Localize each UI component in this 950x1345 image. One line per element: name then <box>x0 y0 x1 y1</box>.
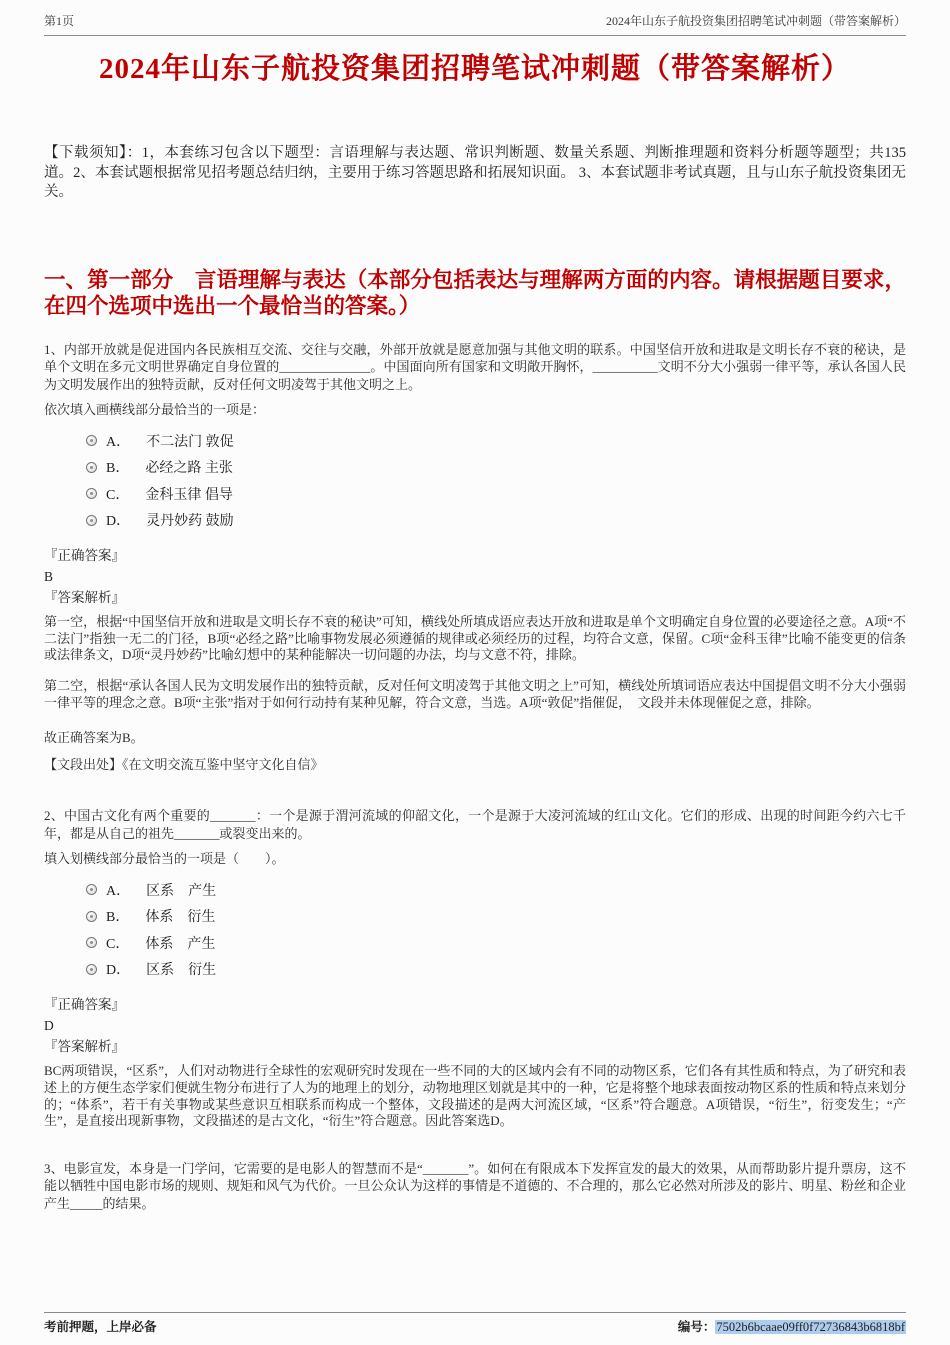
option-letter: B． <box>106 461 130 477</box>
correct-answer-label: 『正确答案』 <box>44 548 125 564</box>
document-id <box>678 1320 906 1335</box>
document-id-value: 7502b6bcaae09ff0f72736843b6818bf <box>716 1320 905 1334</box>
option-letter: A． <box>106 434 131 450</box>
option-text: 体系 衍生 <box>145 910 216 926</box>
radio-icon[interactable] <box>86 515 97 526</box>
question-1 <box>44 341 906 774</box>
answer-conclusion: 故正确答案为B。 <box>44 730 144 746</box>
question-2-options <box>86 876 906 982</box>
analysis-paragraph: 第二空，根据“承认各国人民为文明发展作出的独特贡献，反对任何文明凌驾于其他文明之上”可知，横线处所填词语应表达中国提倡文明不分大小强弱一律平等的理念之意。B项“主张”指对于如何行动持有某种见解，符合文意，当选。A项“敦促”指催促， 文段并未体现催促之意，排除。 <box>44 678 906 710</box>
correct-answer-value: D <box>44 1018 54 1034</box>
page-header <box>44 14 906 36</box>
document-id-label: 编号： <box>677 1320 716 1334</box>
question-2 <box>44 807 906 1130</box>
document-title: 2024年山东子航投资集团招聘笔试冲刺题（带答案解析） <box>98 53 851 85</box>
analysis-paragraph: 第一空，根据“中国坚信开放和进取是文明长存不衰的秘诀”可知，横线处所填成语应表达开放和进取是单个文明确定自身位置的必要途径之意。A项“不二法门”指独一无二的门径，B项“必经之路”比喻事物发展必须遵循的规律或必须经历的过程，均符合文意，保留。C项“金科玉律”比喻不能变更的信条或法律条文，D项“灵丹妙药”比喻幻想中的某种能解决一切问题的办法，均与文意不符，排除。 <box>44 614 906 663</box>
question-2-option-c[interactable] <box>86 929 906 956</box>
radio-icon[interactable] <box>86 964 97 975</box>
running-title: 2024年山东子航投资集团招聘笔试冲刺题（带答案解析） <box>605 14 906 28</box>
question-1-stem: 1、内部开放就是促进国内各民族相互交流、交往与交融，外部开放就是愿意加强与其他文明的联系。中国坚信开放和进取是文明长存不衰的秘诀，是单个文明在多元文明世界确定自身位置的______________。中国面向所有国家和文明敞开胸怀，__________文明不分大小强弱一律平等，承认各国人民为文明发展作出的独特贡献，反对任何文明凌驾于其他文明之上。 <box>44 341 906 392</box>
question-1-options <box>86 427 906 533</box>
question-3 <box>44 1160 906 1213</box>
question-2-option-d[interactable] <box>86 956 906 983</box>
question-1-option-d[interactable] <box>86 507 906 534</box>
option-text: 金科玉律 倡导 <box>145 487 233 503</box>
option-text: 区系 衍生 <box>146 963 217 979</box>
radio-icon[interactable] <box>86 488 97 499</box>
download-notice: 【下载须知】：1，本套练习包含以下题型：言语理解与表达题、常识判断题、数量关系题、判断推理题和资料分析题等题型；共135道。2、本套试题根据常见招考题总结归纳，主要用于练习答题思路和拓展知识面。 3、本套试题非考试真题，且与山东子航投资集团无关。 <box>44 145 906 200</box>
question-2-option-a[interactable] <box>86 876 906 903</box>
option-text: 灵丹妙药 鼓励 <box>146 514 234 530</box>
analysis-label: 『答案解析』 <box>44 1039 125 1055</box>
radio-icon[interactable] <box>86 911 97 922</box>
radio-icon[interactable] <box>86 462 97 473</box>
page-footer <box>44 1312 906 1335</box>
correct-answer-label: 『正确答案』 <box>44 997 125 1013</box>
option-letter: C． <box>106 487 130 503</box>
question-2-stem: 2、中国古文化有两个重要的_______：一个是源于渭河流域的仰韶文化，一个是源于大凌河流域的红山文化。它们的形成、出现的时间距今约六七千年，都是从自己的祖先_______或裂变出来的。 <box>44 808 906 841</box>
passage-source: 【文段出处】《在文明交流互鉴中坚守文化自信》 <box>44 757 324 773</box>
question-1-option-a[interactable] <box>86 427 906 454</box>
option-text: 区系 产生 <box>146 883 217 899</box>
question-1-option-c[interactable] <box>86 480 906 507</box>
section-heading: 一、第一部分 言语理解与表达（本部分包括表达与理解两方面的内容。请根据题目要求，在四个选项中选出一个最恰当的答案。） <box>44 267 906 318</box>
radio-icon[interactable] <box>86 435 97 446</box>
option-text: 体系 产生 <box>145 936 216 952</box>
option-letter: C． <box>106 936 130 952</box>
option-letter: B． <box>106 910 130 926</box>
option-letter: D． <box>106 963 131 979</box>
question-2-prompt: 填入划横线部分最恰当的一项是（ ）。 <box>44 851 285 867</box>
radio-icon[interactable] <box>86 884 97 895</box>
question-1-prompt: 依次填入画横线部分最恰当的一项是： <box>44 402 266 418</box>
option-text: 不二法门 敦促 <box>146 434 234 450</box>
page-number: 第1页 <box>44 14 75 28</box>
question-3-stem: 3、电影宣发，本身是一门学问，它需要的是电影人的智慧而不是“_______”。如何在有限成本下发挥宣发的最大的效果，从而帮助影片提升票房，这不能以牺牲中国电影市场的规则、规矩和风气为代价。一旦公众认为这样的事情是不道德的、不合理的，那么它必然对所涉及的影片、明星、粉丝和企业产生_____的结果。 <box>44 1160 906 1211</box>
analysis-label: 『答案解析』 <box>44 590 125 606</box>
question-2-option-b[interactable] <box>86 903 906 930</box>
radio-icon[interactable] <box>86 937 97 948</box>
option-text: 必经之路 主张 <box>145 461 233 477</box>
option-letter: D． <box>106 514 131 530</box>
question-1-option-b[interactable] <box>86 454 906 481</box>
footer-slogan: 考前押题，上岸必备 <box>44 1320 157 1334</box>
correct-answer-value: B <box>44 569 54 585</box>
option-letter: A． <box>106 883 131 899</box>
analysis-paragraph: BC两项错误，“区系”，人们对动物进行全球性的宏观研究时发现在一些不同的大的区域内会有不同的动物区系，它们各有其性质和特点，为了研究和表述上的方便生态学家们便就生物分布进行了人为的地理上的划分，动物地理区划就是其中的一种，它是将整个地球表面按动物区系的性质和特点来划分的；“体系”，若干有关事物或某些意识互相联系而构成一个整体，文段描述的是两大河流区域，“区系”符合题意。A项错误，“衍生”，衍变发生；“产生”，是直接出现新事物，文段描述的是古文化，“衍生”符合题意。因此答案选D。 <box>44 1063 906 1129</box>
